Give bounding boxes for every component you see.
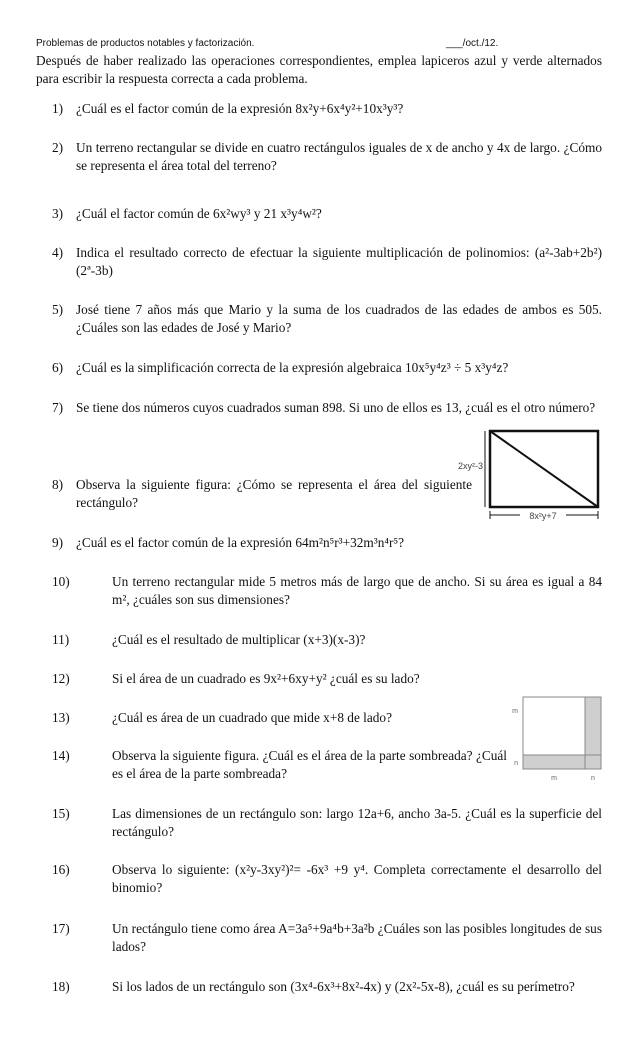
question-1: 1) ¿Cuál es el factor común de la expresión 8x²y+6x⁴y²+10x³y³? xyxy=(52,101,404,116)
header xyxy=(36,38,602,49)
height-label: 2xy²-3 xyxy=(457,461,483,471)
question-2: 2) Un terreno rectangular se divide en cuatro rectángulos iguales de x de ancho y 4x de largo. ¿Cómo se representa el área total del terreno? xyxy=(52,140,602,173)
bottom-label-n: n xyxy=(591,775,595,782)
square-figure xyxy=(508,693,608,783)
question-7: 7) Se tiene dos números cuyos cuadrados suman 898. Si uno de ellos es 13, ¿cuál es el otro número? xyxy=(52,400,596,415)
bottom-label-m: m xyxy=(551,775,557,782)
question-10: 10) Un terreno rectangular mide 5 metros más de largo que de ancho. Si su área es igual a 84 m², ¿cuáles son sus dimensiones? xyxy=(52,574,602,607)
shaded-bottom-strip xyxy=(523,755,585,769)
question-12: 12) Si el área de un cuadrado es 9x²+6xy+y² ¿cuál es su lado? xyxy=(52,671,420,686)
instructions: Después de haber realizado las operaciones correspondientes, emplea lapiceros azul y verde alternados para escribir la respuesta correcta a cada problema. xyxy=(36,53,602,86)
width-label: 8x²y+7 xyxy=(529,511,557,521)
side-label-n: n xyxy=(514,760,518,767)
question-8: 8) Observa la siguiente figura: ¿Cómo se representa el área del siguiente rectángulo? xyxy=(52,477,472,510)
question-13: 13) ¿Cuál es área de un cuadrado que mide x+8 de lado? xyxy=(52,710,392,725)
rectangle-diagonal xyxy=(490,431,598,507)
question-16: 16) Observa lo siguiente: (x²y-3xy²)²= -6x³ +9 y⁴. Completa correctamente el desarrollo del binomio? xyxy=(52,862,602,895)
inner-square xyxy=(523,697,585,755)
header-title: Problemas de productos notables y factorización. xyxy=(36,38,255,49)
question-5: 5) José tiene 7 años más que Mario y la suma de los cuadrados de las edades de ambos es 505. ¿Cuáles son las edades de José y Mario? xyxy=(52,302,602,335)
question-3: 3) ¿Cuál el factor común de 6x²wy³ y 21 x³y⁴w²? xyxy=(52,206,322,221)
shaded-right-strip xyxy=(585,697,601,755)
question-11: 11) ¿Cuál es el resultado de multiplicar (x+3)(x-3)? xyxy=(52,632,366,647)
question-6: 6) ¿Cuál es la simplificación correcta de la expresión algebraica 10x⁵y⁴z³ ÷ 5 x³y⁴z? xyxy=(52,360,509,375)
question-15: 15) Las dimensiones de un rectángulo son: largo 12a+6, ancho 3a-5. ¿Cuál es la superficie del rectángulo? xyxy=(52,806,602,839)
rectangle-figure xyxy=(457,425,605,525)
question-9: 9) ¿Cuál es el factor común de la expresión 64m²n⁵r³+32m³n⁴r⁵? xyxy=(52,535,405,550)
question-14: 14) Observa la siguiente figura. ¿Cuál es el área de la parte sombreada? ¿Cuál es el área de la parte sombreada? xyxy=(52,748,507,781)
question-4: 4) Indica el resultado correcto de efectuar la siguiente multiplicación de polinomios: (a²-3ab+2b²)(2ª-3b) xyxy=(52,245,602,278)
side-label-m: m xyxy=(512,708,518,715)
shaded-corner xyxy=(585,755,601,769)
question-17: 17) Un rectángulo tiene como área A=3a⁵+9a⁴b+3a²b ¿Cuáles son las posibles longitudes de sus lados? xyxy=(52,921,602,954)
header-date: ___/oct./12. xyxy=(446,38,499,49)
question-18: 18) Si los lados de un rectángulo son (3x⁴-6x³+8x²-4x) y (2x²-5x-8), ¿cuál es su perímetro? xyxy=(52,979,575,994)
